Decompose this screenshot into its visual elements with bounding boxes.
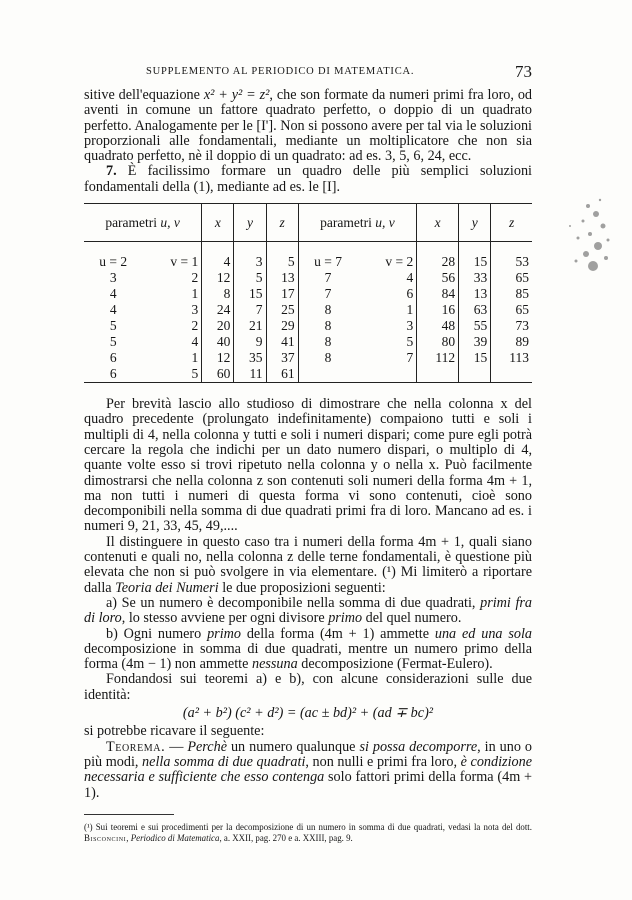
table-cell: 6 (406, 286, 414, 302)
table-cell: 28 (417, 242, 459, 271)
table-cell: 5 (266, 242, 298, 271)
theorem-label: Teorema. (106, 738, 166, 755)
table-header-cell: z (266, 204, 298, 242)
table-cell: 8 (298, 302, 357, 318)
table-header-cell: x (202, 204, 234, 242)
table-cell: v = 2 (385, 254, 414, 270)
table-cell: 11 (234, 366, 266, 383)
table-cell: 65 (491, 270, 532, 286)
table-cell: 7 (298, 270, 357, 286)
main-text (84, 88, 532, 801)
footnote-author: Bisconcini (84, 833, 127, 843)
table-header-cell: z (491, 204, 532, 242)
paragraph-5: Fondandosi sui teoremi a) e b), con alcune considerazioni sulle due identità: (84, 671, 532, 703)
table-cell: u = 7 (298, 242, 357, 271)
table-cell: 53 (491, 242, 532, 271)
table-cell: 15 (234, 286, 266, 302)
table-cell (491, 366, 532, 383)
table-cell: 4 (109, 302, 117, 318)
running-title: SUPPLEMENTO AL PERIODICO DI MATEMATICA. (146, 66, 415, 77)
footnote: (¹) Sui teoremi e sui procedimenti per la decomposizione di un numero in somma di due quadrati, vedasi la nota del dott. Bisconcini, Periodico di Matematica, a. XXII, pag. 270 e a. XXIII, pag. 9. (84, 822, 532, 843)
paragraph-4: Il distinguere in questo caso tra i numeri della forma 4m + 1, quali siano contenuti e quali no, nella colonna z delle terne fondamentali, è questione più elevata che non si può svolgere in via elementare. (¹) Mi limiterò a riportare dalla Teoria dei Numeri le due proposizioni seguenti: (84, 533, 532, 596)
table-cell: 16 (417, 302, 459, 318)
table-cell: 20 (202, 318, 234, 334)
table-cell: 3 (109, 270, 117, 286)
table-cell: 1 (406, 302, 414, 318)
solutions-table (84, 203, 532, 383)
table-cell: 8 (298, 334, 357, 350)
table-cell: 112 (417, 350, 459, 366)
proposition-b: b) Ogni numero primo della forma (4m + 1) ammette una ed una sola decomposizione in somma di due quadrati, mentre un numero primo della forma (4m − 1) non ammette nessuna decomposizione (Fermat-Eulero). (84, 625, 532, 673)
paragraph-1: sitive dell'equazione x² + y² = z², che son formate da numeri primi fra loro, od aventi in comune un fattore quadrato perfetto, o doppio di un quadrato perfetto. Analogamente per le [I']. Non si possono avere per tal via le soluzioni proporzionali alle fondamentali, mediante un moltiplicatore che non sia quadrato perfetto, nè il doppio di un quadrato: ad es. 3, 5, 6, 24, ecc. (84, 87, 533, 165)
table-row (84, 350, 532, 366)
table-cell: 17 (266, 286, 298, 302)
paragraph-6: si potrebbe ricavare il seguente: (84, 723, 265, 740)
table-cell: 4 (202, 242, 234, 271)
table-cell: 4 (109, 286, 117, 302)
table-cell: 113 (491, 350, 532, 366)
table-cell (417, 366, 459, 383)
table-cell: 4 (191, 334, 199, 350)
theorem: Teorema. — Perchè un numero qualunque si possa decomporre, in uno o più modi, nella somma di due quadrati, non nulli e primi fra loro, è condizione necessaria e sufficiente che esso contenga solo fattori primi della forma (4m + 1). (84, 738, 532, 801)
table-cell: 5 (109, 334, 117, 350)
table-cell: 37 (266, 350, 298, 366)
table-cell: 8 (202, 286, 234, 302)
table-cell (357, 366, 416, 383)
identity-formula: (a² + b²) (c² + d²) = (ac ± bd)² + (ad ∓ bc)² (182, 705, 434, 722)
table-cell: 5 (109, 318, 117, 334)
footnote-journal: Periodico di Matematica (130, 833, 220, 843)
table-cell: 2 (191, 270, 199, 286)
table-cell: 5 (234, 270, 266, 286)
table-cell: 55 (459, 318, 491, 334)
table-cell: 12 (202, 270, 234, 286)
table-row (84, 302, 532, 318)
table-cell: 7 (234, 302, 266, 318)
table-cell: 9 (234, 334, 266, 350)
page-header (84, 62, 532, 82)
table-cell: 15 (459, 350, 491, 366)
table-cell: 25 (266, 302, 298, 318)
table-cell: 41 (266, 334, 298, 350)
table-cell: 1 (191, 350, 199, 366)
table-cell: 5 (191, 366, 199, 382)
table-cell: 89 (491, 334, 532, 350)
paragraph-3: Per brevità lascio allo studioso di dimostrare che nella colonna x del quadro precedente (prolungato indefinitamente) compaiono tutti e soli i multipli di 4, nella colonna y tutti e soli i numeri dispari; come pure egli potrà cercare la regola che indichi per un dato numero dispari, o multiplo di 4, quante volte esso si trovi ripetuto nella colonna y o nella x. Può facilmente dimostrarsi che nella colonna z son contenuti soli numeri della forma 4m + 1, ma non tutti i numeri di questa forma vi sono contenuti, cioè sono decomponibili nella somma di due quadrati primi fra di loro. Mancano ad es. i numeri 9, 21, 33, 45, 49,.... (84, 396, 532, 535)
table-cell: 35 (234, 350, 266, 366)
table-cell: 13 (266, 270, 298, 286)
table-cell: 60 (202, 366, 234, 383)
table-cell: 6 (109, 366, 117, 382)
table-cell: 61 (266, 366, 298, 383)
footnote-rule (84, 814, 174, 815)
table-cell: 5 (406, 334, 414, 350)
section-number: 7. (106, 163, 117, 180)
table-header-cell: y (459, 204, 491, 242)
table-cell: 84 (417, 286, 459, 302)
table-cell: 7 (298, 286, 357, 302)
table-cell (459, 366, 491, 383)
table-cell: 3 (406, 318, 414, 334)
table-cell (298, 366, 357, 383)
table-header-cell: parametri u, v (105, 214, 180, 230)
table-cell: v = 1 (170, 254, 199, 270)
table-cell: 12 (202, 350, 234, 366)
table-header-row (84, 204, 532, 242)
table-cell: 8 (298, 350, 357, 366)
table-row (84, 286, 532, 302)
table-cell: 33 (459, 270, 491, 286)
table-row (84, 318, 532, 334)
table-cell: 24 (202, 302, 234, 318)
table-cell: 40 (202, 334, 234, 350)
table-cell: 85 (491, 286, 532, 302)
table-cell: 48 (417, 318, 459, 334)
table-cell: 6 (109, 350, 117, 366)
page-number: 73 (515, 62, 532, 81)
table-row (84, 366, 532, 383)
equation-inline: x² + y² = z² (203, 87, 270, 103)
table-cell: 1 (191, 286, 199, 302)
table-body (84, 242, 532, 383)
table-row (84, 334, 532, 350)
table-cell: 65 (491, 302, 532, 318)
table-row (84, 270, 532, 286)
table-cell: 56 (417, 270, 459, 286)
table-header-cell: parametri u, v (298, 204, 417, 242)
table-cell: 73 (491, 318, 532, 334)
table-cell: 63 (459, 302, 491, 318)
table-cell: 3 (191, 302, 199, 318)
table-header-cell: x (417, 204, 459, 242)
table-cell: 7 (406, 350, 414, 366)
table-cell: 3 (234, 242, 266, 271)
table-cell: 21 (234, 318, 266, 334)
proposition-a: a) Se un numero è decomponibile nella somma di due quadrati, primi fra di loro, lo stesso avviene per ogni divisore primo del quel numero. (84, 594, 532, 627)
table-cell: 39 (459, 334, 491, 350)
table-cell: 29 (266, 318, 298, 334)
table-row (84, 242, 532, 271)
table-cell: 8 (298, 318, 357, 334)
table-cell: 13 (459, 286, 491, 302)
table-cell: 80 (417, 334, 459, 350)
ink-stain (548, 176, 618, 281)
table-header-cell: y (234, 204, 266, 242)
table-cell: 2 (191, 318, 199, 334)
table-cell: 15 (459, 242, 491, 271)
table-cell: u = 2 (99, 254, 128, 270)
paragraph-2: 7. È facilissimo formare un quadro delle più semplici soluzioni fondamentali della (1), mediante ad es. le [I]. (84, 163, 532, 195)
table-cell: 4 (406, 270, 414, 286)
